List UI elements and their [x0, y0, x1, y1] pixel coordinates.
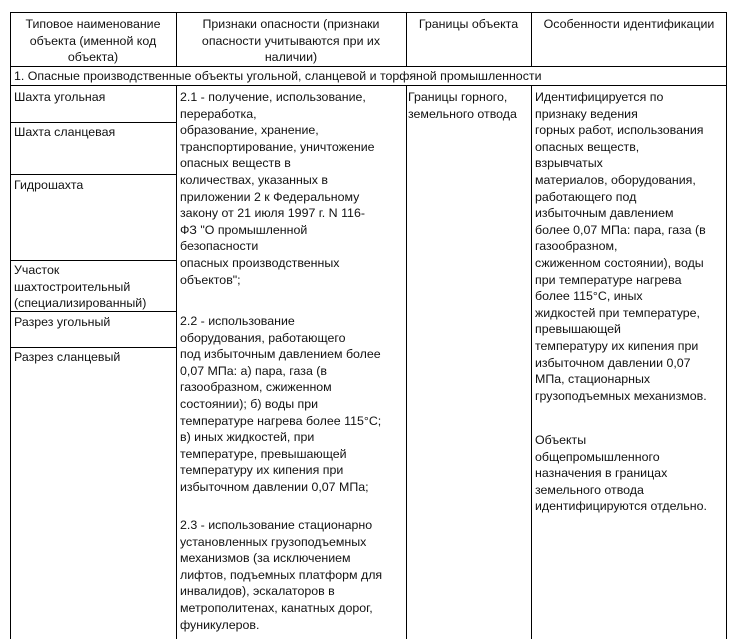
- object-shale-mine: Шахта сланцевая: [14, 125, 116, 139]
- table-divider-col2-body: [406, 85, 407, 639]
- table-border-left: [10, 12, 11, 639]
- object-shale-pit: Разрез сланцевый: [14, 350, 121, 364]
- hazard-sign-2-2: 2.2 - использование оборудования, работающего под избыточным давлением более 0,07 МПа: а) пара, газа (в газообразном, сжиженном состоянии); б) воды при температуре нагрева более 115°С; в) иных жидкостей, при температуре, превышающей температуру их кипения при избыточном давлении 0,07 МПа;: [180, 314, 382, 494]
- section-title: 1. Опасные производственные объекты угольной, сланцевой и торфяной промышленности: [14, 69, 542, 83]
- object-divider-2: [10, 174, 176, 175]
- table-divider-col1: [176, 12, 177, 66]
- object-divider-5: [10, 347, 176, 348]
- header-hazard-signs: Признаки опасности (признаки опасности учитываются при их наличии): [201, 17, 381, 65]
- section-bottom-line: [10, 85, 727, 86]
- object-hydromine: Гидрошахта: [14, 178, 84, 192]
- object-coal-mine: Шахта угольная: [14, 90, 106, 104]
- table-border-right: [726, 12, 727, 639]
- header-object-boundaries: Границы объекта: [418, 17, 519, 31]
- object-divider-1: [10, 122, 176, 123]
- header-identification-features: Особенности идентификации: [543, 17, 715, 31]
- identification-note: Объекты общепромышленного назначения в границах земельного отвода идентифицируются отдельно.: [535, 433, 707, 514]
- object-mine-construction-site: Участок шахтостроительный (специализированный): [14, 263, 147, 311]
- object-boundaries-text: Границы горного, земельного отвода: [408, 90, 517, 121]
- object-divider-3: [10, 260, 176, 261]
- header-object-name: Типовое наименование объекта (именной код объекта): [25, 17, 161, 65]
- table-divider-col2: [406, 12, 407, 66]
- table-border-top: [10, 12, 727, 13]
- object-coal-pit: Разрез угольный: [14, 315, 111, 329]
- table-divider-col3-body: [531, 85, 532, 639]
- table-divider-col1-body: [176, 85, 177, 639]
- hazard-classification-table: [10, 12, 727, 639]
- table-divider-col3: [531, 12, 532, 66]
- header-bottom-line: [10, 66, 727, 67]
- identification-text: Идентифицируется по признаку ведения горных работ, использования опасных веществ, взрывчатых материалов, оборудования, работающего под избыточным давлением более 0,07 МПа: пара, газа (в газообразном, сжиженном состоянии), воды при температуре нагрева более 115°С, иных жидкостей при температуре, превышающей температуру их кипения при избыточном давлении 0,07 МПа, стационарных грузоподъемных механизмов.: [535, 90, 707, 403]
- hazard-sign-2-1: 2.1 - получение, использование, переработка, образование, хранение, транспортирование, уничтожение опасных веществ в количествах, указанных в приложении 2 к Федеральному закону от 21 июля 1997 г. N 116- ФЗ "О промышленной безопасности опасных производственных объектов";: [180, 90, 375, 287]
- hazard-sign-2-3: 2.3 - использование стационарно установленных грузоподъемных механизмов (за исключением лифтов, подъемных платформ для инвалидов), эскалаторов в метрополитенах, канатных дорог, фуникулеров.: [180, 518, 383, 632]
